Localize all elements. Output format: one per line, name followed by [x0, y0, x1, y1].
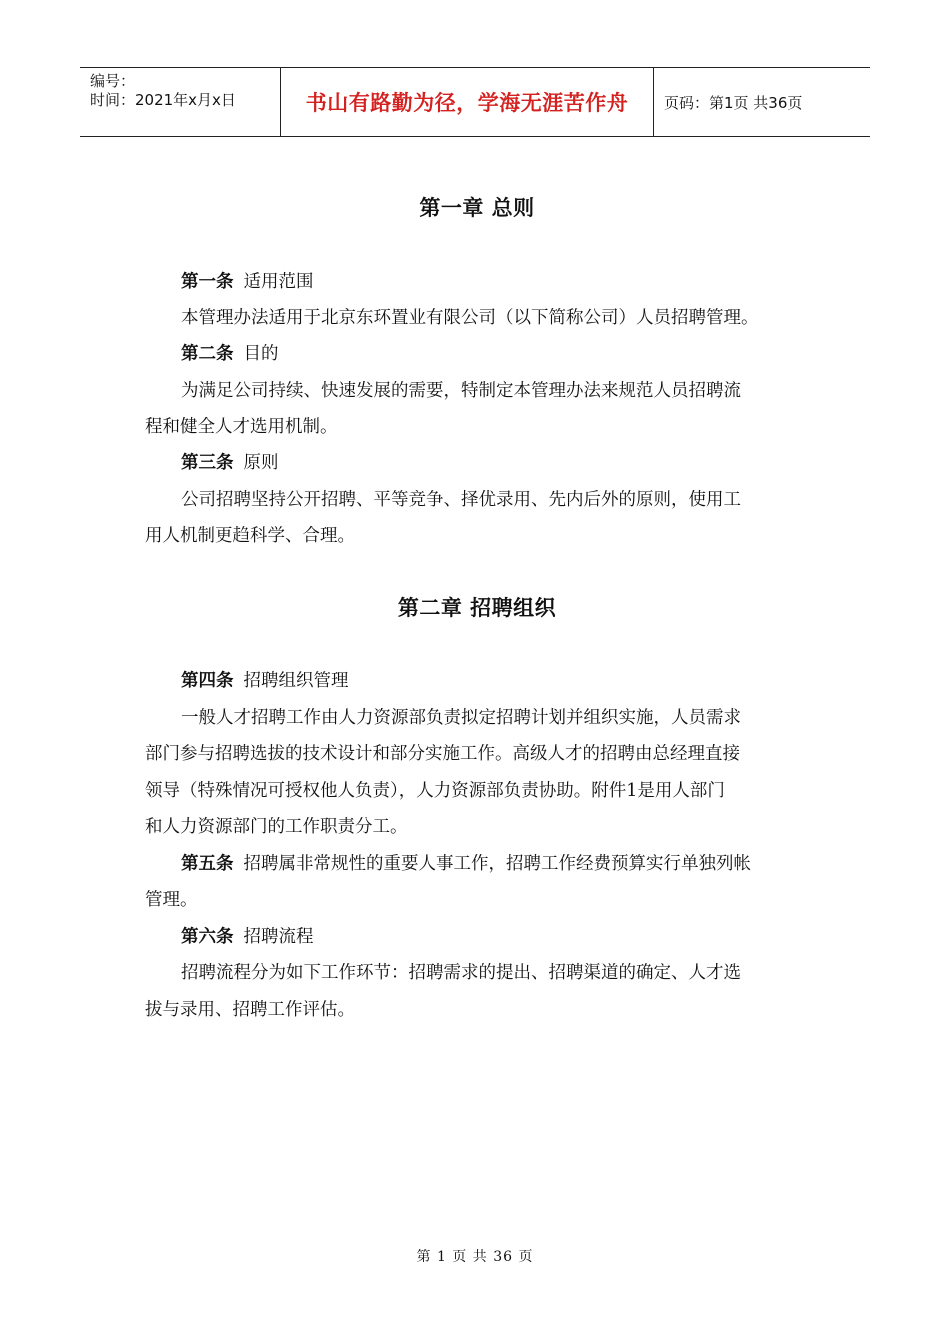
paragraph-line: 用人机制更趋科学、合理。: [145, 526, 355, 546]
article-1-heading: [181, 270, 809, 294]
paragraph-line: 为满足公司持续、快速发展的需要，特制定本管理办法来规范人员招聘流: [181, 381, 741, 401]
article-heading: 招聘组织管理: [243, 671, 349, 691]
paragraph-line: 程和健全人才选用机制。: [145, 417, 338, 437]
paragraph-line: 部门参与招聘选拔的技术设计和部分实施工作。高级人才的招聘由总经理直接: [145, 744, 740, 764]
time-label: 时间：2021年x月x日: [90, 91, 236, 109]
paragraph-line: 公司招聘坚持公开招聘、平等竞争、择优录用、先内后外的原则，使用工: [181, 490, 741, 510]
article-title: 第一条: [181, 272, 234, 292]
paragraph-line: 和人力资源部门的工作职责分工。: [145, 817, 408, 837]
paragraph-line: 一般人才招聘工作由人力资源部负责拟定招聘计划并组织实施，人员需求: [181, 708, 741, 728]
number-label: 编号：: [90, 72, 136, 90]
chapter-title-1: 第一章 总则: [419, 196, 535, 220]
article-title: 第四条: [181, 671, 234, 691]
header-motto: 书山有路勤为径，学海无涯苦作舟: [281, 68, 654, 136]
paragraph-line: 领导（特殊情况可授权他人负责），人力资源部负责协助。附件1是用人部门: [145, 781, 725, 801]
article-5-heading: [181, 852, 809, 876]
article-heading: 招聘流程: [243, 927, 314, 947]
article-title: 第三条: [181, 453, 234, 473]
header-meta: [80, 68, 281, 136]
article-heading: 目的: [243, 344, 279, 364]
article-heading: 原则: [243, 453, 279, 473]
article-title: 第六条: [181, 927, 234, 947]
paragraph-line: 招聘流程分为如下工作环节：招聘需求的提出、招聘渠道的确定、人才选: [181, 963, 741, 983]
article-6-heading: [181, 925, 809, 949]
chapter-title-2: 第二章 招聘组织: [397, 596, 557, 620]
paragraph-line: 本管理办法适用于北京东环置业有限公司（以下简称公司）人员招聘管理。: [181, 308, 759, 328]
paragraph-line: 拔与录用、招聘工作评估。: [145, 1000, 355, 1020]
article-heading: 招聘属非常规性的重要人事工作，招聘工作经费预算实行单独列帐: [243, 854, 751, 874]
article-title: 第五条: [181, 854, 234, 874]
article-heading: 适用范围: [243, 272, 314, 292]
article-title: 第二条: [181, 344, 234, 364]
article-3-heading: [181, 451, 809, 475]
page-footer: 第 1 页 共 36 页: [416, 1249, 534, 1265]
page-header: [80, 67, 870, 137]
article-4-heading: [181, 669, 809, 693]
header-page-info: 页码：第1页 共36页: [664, 93, 803, 112]
paragraph-line: 管理。: [145, 890, 198, 910]
article-2-heading: [181, 342, 809, 366]
